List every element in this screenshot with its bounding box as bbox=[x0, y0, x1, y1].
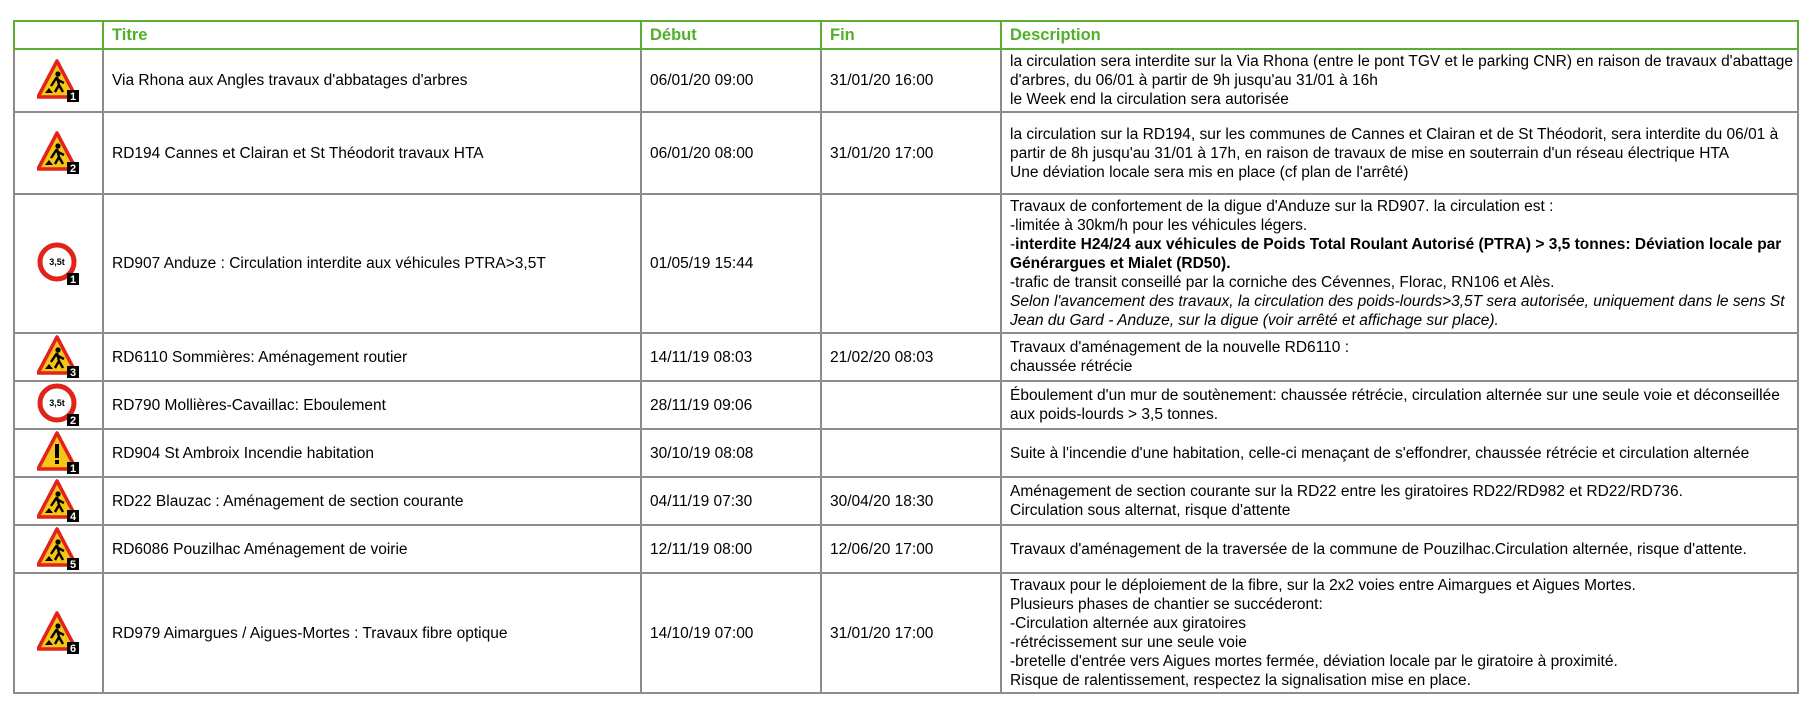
row-icon-cell bbox=[14, 573, 103, 693]
row-end-date: 31/01/20 17:00 bbox=[821, 112, 1001, 194]
description-italic-text: Selon l'avancement des travaux, la circulation des poids-lourds>3,5T sera autorisée, uniquement dans le sens St Jean du Gard - Anduze, sur la digue (voir arrêté et affichage sur place). bbox=[1010, 293, 1785, 329]
table-row[interactable] bbox=[14, 333, 1798, 381]
row-start-date: 04/11/19 07:30 bbox=[641, 477, 821, 525]
row-description bbox=[1001, 194, 1798, 333]
header-end[interactable]: Fin bbox=[821, 21, 1001, 49]
row-title: RD22 Blauzac : Aménagement de section courante bbox=[103, 477, 641, 525]
sign-number-badge: 1 bbox=[69, 90, 76, 103]
roadworks-table bbox=[13, 20, 1799, 694]
row-end-date: 31/01/20 17:00 bbox=[821, 573, 1001, 693]
row-icon-cell bbox=[14, 333, 103, 381]
table-row[interactable] bbox=[14, 49, 1798, 112]
sign-number-badge: 2 bbox=[69, 415, 76, 427]
weight-limit-sign-icon bbox=[37, 242, 81, 286]
description-bold-text: interdite H24/24 aux véhicules de Poids Total Roulant Autorisé (PTRA) > 3,5 tonnes: Déviation locale par Générargues et Mialet (RD50). bbox=[1010, 236, 1782, 272]
weight-limit-label: 3,5t bbox=[48, 256, 65, 267]
weight-limit-label: 3,5t bbox=[48, 398, 65, 408]
description-line: -limitée à 30km/h pour les véhicules légers. bbox=[1010, 217, 1308, 234]
table-row[interactable] bbox=[14, 112, 1798, 194]
row-start-date: 14/10/19 07:00 bbox=[641, 573, 821, 693]
description-line: Travaux de confortement de la digue d'Anduze sur la RD907. la circulation est : bbox=[1010, 198, 1554, 215]
row-end-date bbox=[821, 194, 1001, 333]
table-row[interactable] bbox=[14, 525, 1798, 573]
sign-number-badge: 1 bbox=[69, 463, 76, 475]
description-line: la circulation sur la RD194, sur les communes de Cannes et Clairan et de St Théodorit, sera interdite du 06/01 à partir de 8h jusqu'au 31/01 à 17h, en raison de travaux de mise en souterrain d'un réseau électrique HTA bbox=[1010, 125, 1779, 162]
row-end-date: 12/06/20 17:00 bbox=[821, 525, 1001, 573]
row-description bbox=[1001, 525, 1798, 573]
description-line: Travaux pour le déploiement de la fibre, sur la 2x2 voies entre Aimargues et Aigues Mortes. bbox=[1010, 577, 1636, 594]
row-icon-cell bbox=[14, 525, 103, 573]
row-icon-cell bbox=[14, 477, 103, 525]
row-start-date: 06/01/20 08:00 bbox=[641, 112, 821, 194]
description-line: -Circulation alternée aux giratoires bbox=[1010, 615, 1247, 632]
sign-number-badge: 6 bbox=[69, 643, 76, 655]
table-header-row bbox=[14, 21, 1798, 49]
row-description bbox=[1001, 381, 1798, 429]
row-icon-cell bbox=[14, 381, 103, 429]
table-row[interactable] bbox=[14, 429, 1798, 477]
row-description bbox=[1001, 477, 1798, 525]
description-line: Suite à l'incendie d'une habitation, celle-ci menaçant de s'effondrer, chaussée rétrécie et circulation alternée bbox=[1010, 444, 1750, 462]
row-end-date: 31/01/20 16:00 bbox=[821, 49, 1001, 112]
row-title: RD194 Cannes et Clairan et St Théodorit travaux HTA bbox=[103, 112, 641, 194]
table-row[interactable] bbox=[14, 381, 1798, 429]
roadworks-sign-icon bbox=[37, 335, 81, 379]
row-start-date: 30/10/19 08:08 bbox=[641, 429, 821, 477]
row-description bbox=[1001, 112, 1798, 194]
sign-number-badge: 4 bbox=[69, 511, 76, 523]
row-start-date: 28/11/19 09:06 bbox=[641, 381, 821, 429]
row-start-date: 01/05/19 15:44 bbox=[641, 194, 821, 333]
roadworks-sign-icon bbox=[37, 479, 81, 523]
description-line: chaussée rétrécie bbox=[1010, 358, 1133, 375]
warning-sign-icon bbox=[37, 431, 81, 475]
table-body bbox=[14, 49, 1798, 693]
row-icon-cell bbox=[14, 112, 103, 194]
row-title: RD790 Mollières-Cavaillac: Eboulement bbox=[103, 381, 641, 429]
roadworks-sign-icon bbox=[37, 131, 81, 175]
row-icon-cell bbox=[14, 429, 103, 477]
table-row[interactable] bbox=[14, 477, 1798, 525]
description-line: -rétrécissement sur une seule voie bbox=[1010, 634, 1247, 651]
row-description bbox=[1001, 429, 1798, 477]
row-start-date: 12/11/19 08:00 bbox=[641, 525, 821, 573]
header-description[interactable]: Description bbox=[1001, 21, 1798, 49]
description-line: Risque de ralentissement, respectez la signalisation mise en place. bbox=[1010, 672, 1471, 689]
sign-number-badge: 3 bbox=[69, 367, 76, 379]
row-title: RD979 Aimargues / Aigues-Mortes : Travaux fibre optique bbox=[103, 573, 641, 693]
row-title: Via Rhona aux Angles travaux d'abbatages d'arbres bbox=[103, 49, 641, 112]
header-title[interactable]: Titre bbox=[103, 21, 641, 49]
row-title: RD907 Anduze : Circulation interdite aux véhicules PTRA>3,5T bbox=[103, 194, 641, 333]
roadworks-sign-icon bbox=[37, 611, 81, 655]
row-title: RD6086 Pouzilhac Aménagement de voirie bbox=[103, 525, 641, 573]
description-prefix: - bbox=[1010, 236, 1016, 253]
header-start[interactable]: Début bbox=[641, 21, 821, 49]
weight-limit-sign-icon bbox=[37, 383, 81, 427]
table-row[interactable] bbox=[14, 194, 1798, 333]
description-line: la circulation sera interdite sur la Via Rhona (entre le pont TGV et le parking CNR) en raison de travaux d'abattage d'arbres, du 06/01 à partir de 9h jusqu'au 31/01 à 16h bbox=[1010, 53, 1793, 89]
description-line: -bretelle d'entrée vers Aigues mortes fermée, déviation locale par le giratoire à proximité. bbox=[1010, 653, 1618, 670]
row-end-date bbox=[821, 381, 1001, 429]
description-line: Circulation sous alternat, risque d'attente bbox=[1010, 502, 1291, 519]
description-line: Une déviation locale sera mis en place (cf plan de l'arrêté) bbox=[1010, 163, 1409, 181]
row-start-date: 06/01/20 09:00 bbox=[641, 49, 821, 112]
roadworks-sign-icon bbox=[37, 527, 81, 571]
row-start-date: 14/11/19 08:03 bbox=[641, 333, 821, 381]
sign-number-badge: 2 bbox=[69, 163, 76, 175]
description-line: -trafic de transit conseillé par la corniche des Cévennes, Florac, RN106 et Alès. bbox=[1010, 274, 1555, 291]
header-icon bbox=[14, 21, 103, 49]
sign-number-badge: 5 bbox=[69, 559, 76, 571]
description-line bbox=[1010, 235, 1793, 273]
description-line: Plusieurs phases de chantier se succéderont: bbox=[1010, 596, 1323, 613]
description-line: Éboulement d'un mur de soutènement: chaussée rétrécie, circulation alternée sur une seule voie et déconseillée aux poids-lourds > 3,5 tonnes. bbox=[1010, 387, 1780, 423]
row-title: RD904 St Ambroix Incendie habitation bbox=[103, 429, 641, 477]
row-end-date bbox=[821, 429, 1001, 477]
row-description bbox=[1001, 573, 1798, 693]
row-icon-cell bbox=[14, 194, 103, 333]
row-end-date: 21/02/20 08:03 bbox=[821, 333, 1001, 381]
row-title: RD6110 Sommières: Aménagement routier bbox=[103, 333, 641, 381]
row-description bbox=[1001, 49, 1798, 112]
row-icon-cell bbox=[14, 49, 103, 112]
description-line: Travaux d'aménagement de la nouvelle RD6110 : bbox=[1010, 339, 1349, 356]
description-line: Aménagement de section courante sur la RD22 entre les giratoires RD22/RD982 et RD22/RD736. bbox=[1010, 483, 1683, 500]
table-row[interactable] bbox=[14, 573, 1798, 693]
description-line: le Week end la circulation sera autorisée bbox=[1010, 91, 1289, 108]
sign-number-badge: 1 bbox=[69, 273, 76, 286]
row-end-date: 30/04/20 18:30 bbox=[821, 477, 1001, 525]
description-line: Travaux d'aménagement de la traversée de la commune de Pouzilhac.Circulation alternée, risque d'attente. bbox=[1010, 540, 1747, 558]
roadworks-sign-icon bbox=[37, 59, 81, 103]
row-description bbox=[1001, 333, 1798, 381]
